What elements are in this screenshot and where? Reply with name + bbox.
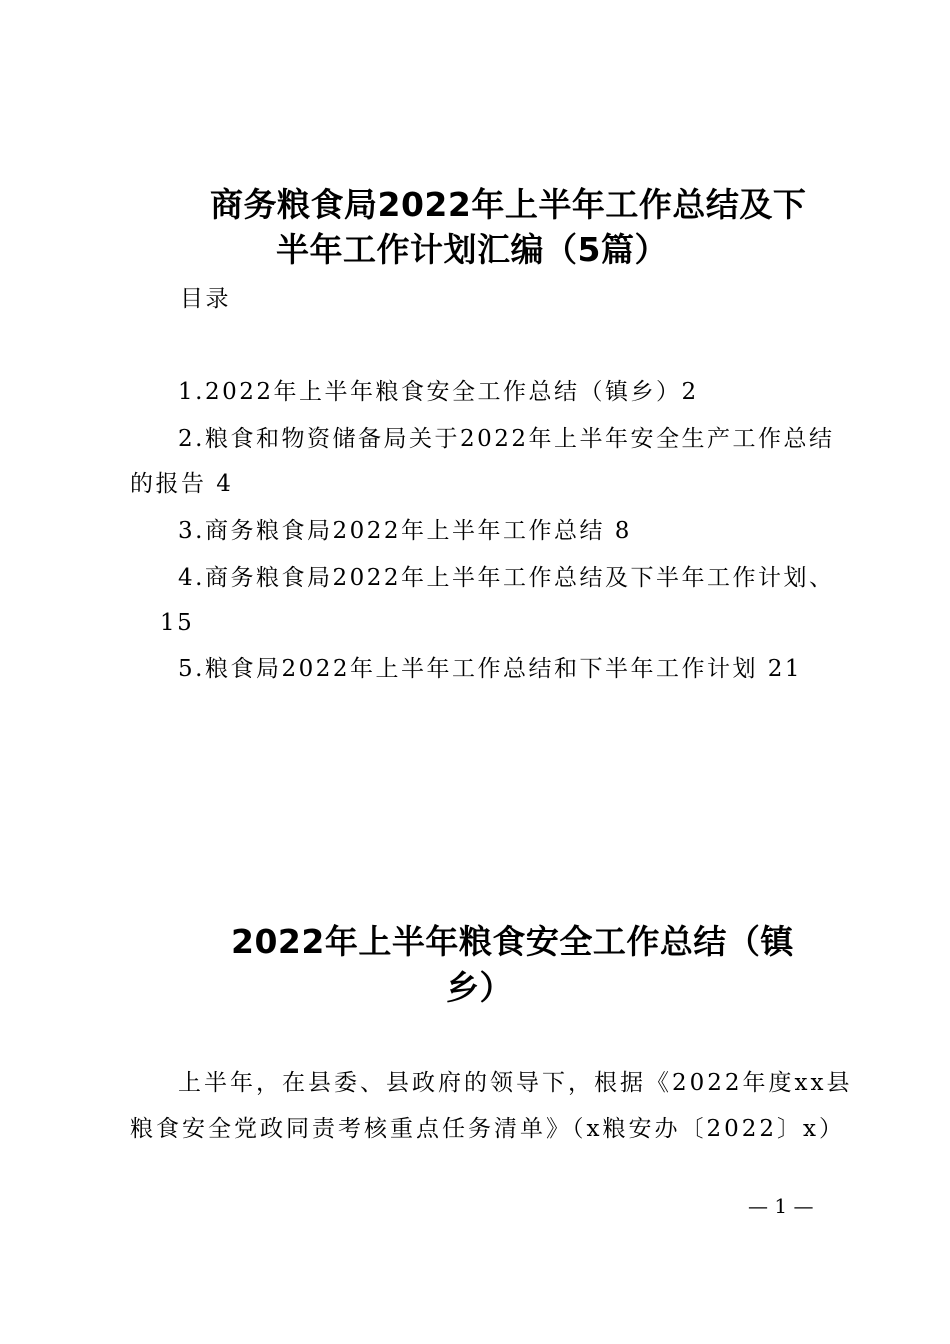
toc-item-4[interactable]: 4.商务粮食局2022年上半年工作总结及下半年工作计划、 bbox=[178, 565, 835, 591]
body-paragraph-line-2: 粮食安全党政同责考核重点任务清单》（x粮安办〔2022〕x） bbox=[130, 1116, 845, 1142]
section-title-line-1: 2022年上半年粮食安全工作总结（镇 bbox=[231, 922, 794, 961]
toc-heading: 目录 bbox=[180, 286, 231, 312]
main-title-line-1: 商务粮食局2022年上半年工作总结及下 bbox=[210, 185, 807, 224]
section-title-line-2: 乡） bbox=[446, 968, 513, 1007]
toc-item-5[interactable]: 5.粮食局2022年上半年工作总结和下半年工作计划 21 bbox=[178, 656, 803, 682]
toc-item-2-continuation[interactable]: 的报告 4 bbox=[130, 471, 234, 497]
main-title-line-2: 半年工作计划汇编（5篇） bbox=[276, 230, 668, 269]
toc-item-1[interactable]: 1.2022年上半年粮食安全工作总结（镇乡）2 bbox=[178, 379, 699, 405]
toc-item-2[interactable]: 2.粮食和物资储备局关于2022年上半年安全生产工作总结 bbox=[178, 426, 835, 452]
page-number: — 1 — bbox=[748, 1194, 814, 1218]
body-paragraph-line-1: 上半年，在县委、县政府的领导下，根据《2022年度xx县 bbox=[178, 1070, 853, 1096]
toc-item-4-continuation[interactable]: 15 bbox=[160, 610, 195, 636]
toc-item-3[interactable]: 3.商务粮食局2022年上半年工作总结 8 bbox=[178, 518, 632, 544]
